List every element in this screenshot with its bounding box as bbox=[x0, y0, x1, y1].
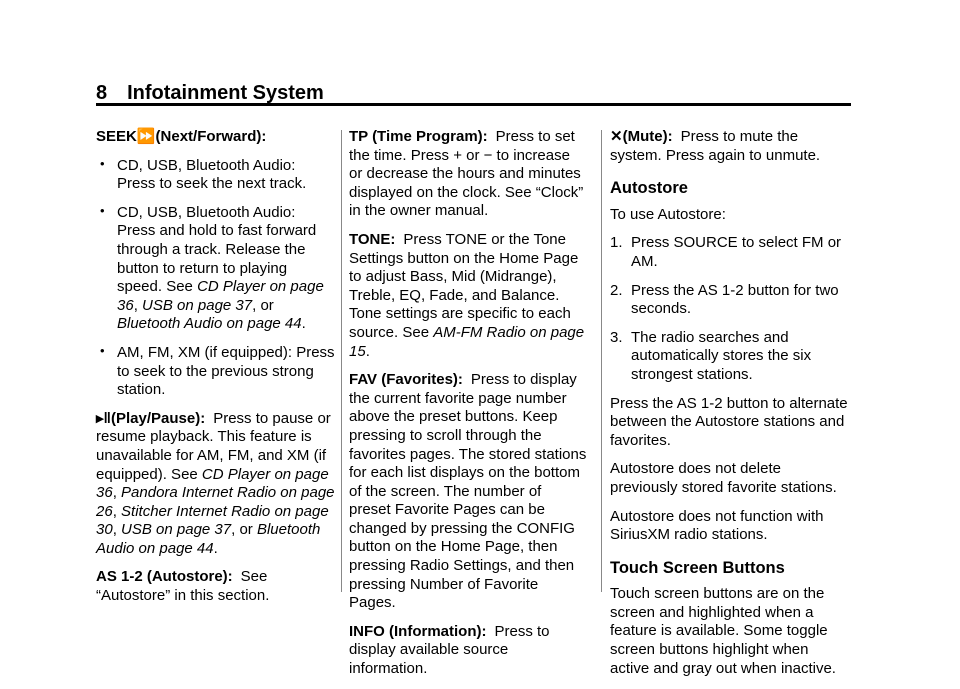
fav-paragraph bbox=[349, 371, 587, 613]
paragraph-text: Press to pause or resume playback. This feature is unavailable for AM, FM, and XM (if equipped). See bbox=[96, 409, 331, 483]
cross-reference-link[interactable]: Pandora Internet Radio on page 26 bbox=[96, 484, 335, 520]
column-1 bbox=[96, 128, 336, 616]
cross-reference-link[interactable]: USB on page 37 bbox=[121, 521, 232, 539]
autostore-intro: To use Autostore: bbox=[610, 205, 726, 223]
step-text: Press the AS 1-2 button for two seconds. bbox=[631, 281, 839, 318]
step-number: 1. bbox=[610, 234, 623, 252]
separator: , bbox=[112, 502, 122, 520]
step-number: 2. bbox=[610, 281, 623, 299]
separator: . bbox=[365, 342, 370, 360]
cross-reference-link[interactable]: Stitcher Internet Radio on page 30 bbox=[96, 502, 329, 539]
as-label: AS 1-2 (Autostore): bbox=[96, 568, 233, 586]
page-number: 8 bbox=[96, 82, 108, 104]
seek-bullet-list bbox=[96, 157, 336, 400]
cross-reference-link[interactable]: CD Player on page 36 bbox=[117, 278, 324, 314]
column-divider bbox=[601, 130, 602, 592]
autostore-button-paragraph bbox=[96, 568, 336, 605]
paragraph: Autostore does not function with SiriusXM radio stations. bbox=[610, 507, 824, 544]
cross-reference-link[interactable]: Bluetooth Audio on page 44 bbox=[117, 315, 302, 333]
separator: . bbox=[213, 539, 218, 557]
separator: , bbox=[112, 521, 122, 539]
seek-next-icon: ⏩ bbox=[136, 128, 156, 145]
info-paragraph bbox=[349, 623, 587, 679]
seek-label: SEEK bbox=[96, 128, 137, 145]
paragraph: Press the AS 1-2 button to alternate between the Autostore stations and favorites. bbox=[610, 394, 848, 449]
fav-label: FAV (Favorites): bbox=[349, 371, 463, 389]
mute-label: (Mute): bbox=[622, 128, 673, 145]
tp-paragraph bbox=[349, 128, 587, 221]
paragraph-text: Press to display the current favorite page number above the preset buttons. Keep pressing to scroll through the favorites pages. The stored stations for each list displays on the bottom of the screen. The number of preset Favorite Pages can be changed by pressing the CONFIG button on the Home Page, then pressing Radio Settings, and then pressing Number of Favorite Pages. bbox=[349, 371, 587, 612]
list-item-text: CD, USB, Bluetooth Audio: Press and hold to fast forward through a track. Release the button to return to playing speed. See bbox=[117, 203, 317, 296]
cross-reference-link[interactable]: Bluetooth Audio on page 44 bbox=[96, 521, 321, 557]
list-item: • CD, USB, Bluetooth Audio: Press to seek the next track. bbox=[96, 157, 336, 194]
tone-paragraph bbox=[349, 231, 587, 361]
separator: . bbox=[301, 315, 306, 333]
section-title: Infotainment System bbox=[127, 82, 324, 104]
cross-reference-link[interactable]: USB on page 37 bbox=[142, 296, 253, 314]
paragraph-text: Press to set the time. Press + or − to increase or decrease the hours and minutes displayed on the clock. See “Clock” in the owner manual. bbox=[349, 128, 584, 220]
list-item: • AM, FM, XM (if equipped): Press to seek to the previous strong station. bbox=[96, 344, 336, 400]
paragraph-text: Press to mute the system. Press again to unmute. bbox=[610, 128, 821, 164]
paragraph-text: See “Autostore” in this section. bbox=[96, 568, 270, 605]
tone-label: TONE: bbox=[349, 230, 396, 248]
play-pause-paragraph bbox=[96, 410, 336, 559]
separator: , bbox=[112, 484, 122, 502]
list-item bbox=[96, 204, 336, 334]
touch-screen-heading: Touch Screen Buttons bbox=[610, 558, 785, 577]
step-text: The radio searches and automatically stores the six strongest stations. bbox=[631, 328, 812, 383]
paragraph-text: Press TONE or the Tone Settings button on the Home Page to adjust Bass, Mid (Midrange), Treble, EQ, Fade, and Balance. Tone settings are specific to each source. See bbox=[349, 230, 579, 341]
tp-label: TP (Time Program): bbox=[349, 128, 488, 145]
mute-icon: ✕ bbox=[610, 128, 623, 145]
page-header bbox=[96, 82, 324, 105]
seek-suffix: (Next/Forward): bbox=[155, 128, 267, 145]
list-item bbox=[610, 234, 850, 271]
paragraph: Touch screen buttons are on the screen and highlighted when a feature is available. Some toggle screen buttons highlight when active and gray out when inactive. bbox=[610, 585, 836, 677]
separator: , bbox=[133, 296, 143, 314]
cross-reference-link[interactable]: CD Player on page 36 bbox=[96, 465, 329, 502]
autostore-heading: Autostore bbox=[610, 179, 688, 198]
mute-paragraph bbox=[610, 128, 850, 165]
paragraph: Autostore does not delete previously stored favorite stations. bbox=[610, 460, 837, 496]
cross-reference-link[interactable]: AM-FM Radio on page 15 bbox=[349, 323, 585, 360]
column-divider bbox=[341, 130, 342, 592]
header-rule bbox=[96, 103, 851, 106]
play-pause-label: (Play/Pause): bbox=[111, 409, 206, 427]
list-item bbox=[610, 282, 850, 319]
seek-heading bbox=[96, 128, 336, 147]
autostore-steps bbox=[610, 234, 850, 384]
separator: , or bbox=[252, 296, 274, 314]
separator: , or bbox=[231, 521, 257, 539]
info-label: INFO (Information): bbox=[349, 622, 487, 640]
list-item bbox=[610, 329, 850, 385]
column-3 bbox=[610, 128, 850, 688]
step-number: 3. bbox=[610, 328, 623, 346]
play-pause-icon: ▸‖ bbox=[96, 409, 111, 427]
step-text: Press SOURCE to select FM or AM. bbox=[631, 234, 842, 270]
column-2 bbox=[349, 128, 587, 689]
paragraph-text: Press to display available source information. bbox=[349, 622, 550, 678]
